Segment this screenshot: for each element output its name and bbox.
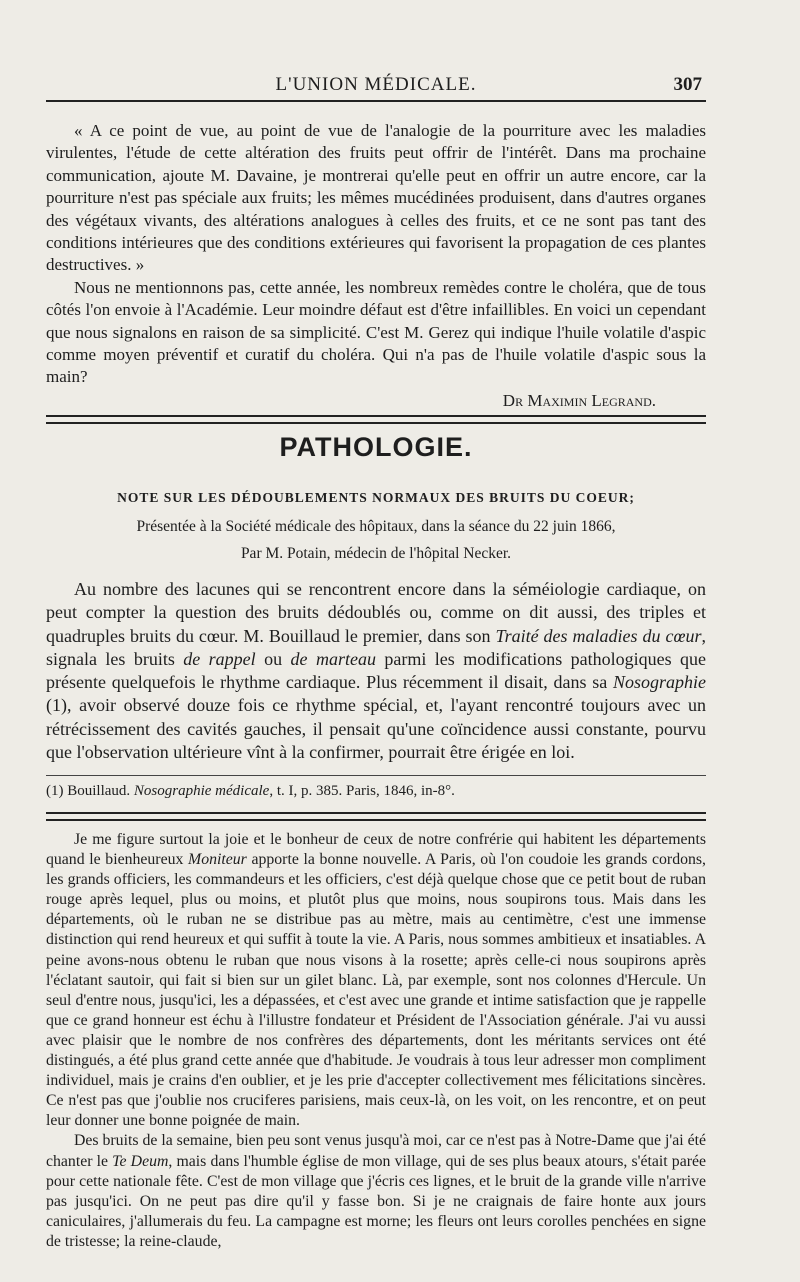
feuilleton-paragraph <box>46 1131 706 1252</box>
feuilleton-paragraph <box>46 830 706 1131</box>
italic-title: Nosographie médicale <box>133 783 270 799</box>
text-run: (1), avoir observé douze fois ce rhythme spécial, et, l'ayant rencontré toujours avec un rétrécissement des cavités gauches, il pensait qu'une coïncidence aussi constante, pourvu que l'observation ultérieure vînt à la confirmer, pourrait être érigée en loi. <box>46 695 706 763</box>
text-run: (1) Bouillaud. <box>46 783 134 799</box>
italic-title: Moniteur <box>188 851 247 869</box>
text-run: Des bruits de la semaine, bien peu sont venus jusqu'à moi, car ce n'est pas à Notre-Dame que j'ai été chanter le <box>46 1132 706 1170</box>
page-number: 307 <box>673 74 702 95</box>
feuilleton-body <box>46 830 706 1252</box>
italic-title: Nosographie <box>612 672 706 693</box>
italic-title: Traité des maladies du cœur <box>495 625 702 646</box>
article-body <box>46 578 706 764</box>
page-header <box>46 70 706 102</box>
feuilleton-separator <box>46 812 706 821</box>
quoted-section <box>46 120 706 412</box>
text-run: ou <box>255 648 291 669</box>
italic-term: de rappel <box>183 648 256 669</box>
text-run: Au nombre des lacunes qui se rencontrent encore dans la séméiologie cardiaque, on peut compter la question des bruits dédoublés ou, comme on dit aussi, des triples et quadruples bruits du cœur. M. Bouillaud le premier, dans son <box>46 579 706 646</box>
section-separator <box>46 415 706 424</box>
article-author: Par M. Potain, médecin de l'hôpital Necker. <box>240 545 512 562</box>
text-run: , signala les bruits <box>46 625 706 669</box>
text-run: , mais dans l'humble église de mon village, qui de ses plus beaux atours, s'était parée pour cette nationale fête. C'est de mon village que j'écris ces lignes, et le bruit de la grande ville n'arrive pas jusqu'ici. On ne peut pas dire qu'il y fasse bon. Si je ne craignais de faire honte aux jours caniculaires, j'allumerais du feu. La campagne est morne; les fleurs ont leurs corolles penchées en signe de tristesse; la reine-claude, <box>46 1152 706 1250</box>
footnote <box>46 783 706 800</box>
text-run: parmi les modifications pathologiques que présente quelquefois le rhythme cardiaque. Plus récemment il disait, dans sa <box>46 648 707 693</box>
signature: Dr Maximin Legrand. <box>502 390 656 410</box>
section-title: PATHOLOGIE. <box>279 432 473 462</box>
running-title: L'UNION MÉDICALE. <box>275 74 477 95</box>
footnote-rule <box>46 775 706 776</box>
text-run: , t. I, p. 385. Paris, 1846, in-8°. <box>269 783 455 799</box>
text-run: apporte la bonne nouvelle. A Paris, où l'on coudoie les grands cordons, les grands officiers, les commandeurs et les officiers, c'est déjà quelque chose que ce petit bout de ruban rouge après lequel, plus ou moins, et plutôt plus que moins, nous soupirons tous. Mais dans les départements, où le ruban ne se distribue pas au mètre, mais au centimètre, c'est une immense distinction qui rend heureux et qui suffit à toute la vie. A Paris, nous sommes ambitieux et insatiables. A peine avons-nous obtenu le ruban que nous visons à la rosette; après celle-ci nous soupirons après l'éclatant sautoir, qui fait si bien sur un gilet blanc. Là, par exemple, sont nos colonnes d'Hercule. Un seul d'entre nous, jusqu'ici, les a dépassées, et c'est avec une grande et intime satisfaction que je rappelle que ce grand honneur est échu à l'illustre fondateur et Président de l'Association générale. J'ai vu aussi avec plaisir que le nombre de nos confrères des départements, dont les méritants services ont été distingués, a été plus grand cette année que d'habitude. Je voudrais à tous leur adresser mon compliment individuel, mais je crains d'en oublier, et je les prie d'accepter collectivement mes félicitations sincères. Ce n'est pas que j'oublie nos cruciferes parisiens, mais ceux-là, on les voit, on les rencontre, et on peut leur donner une bonne poignée de main. <box>46 851 706 1130</box>
text-run: Je me figure surtout la joie et le bonheur de ceux de notre confrérie qui habitent les départements quand le bienheureux <box>46 831 706 869</box>
italic-title: Te Deum <box>112 1152 169 1170</box>
remedies-paragraph: Nous ne mentionnons pas, cette année, les nombreux remèdes contre le choléra, que de tous côtés l'on envoie à l'Académie. Leur moindre défaut est d'être infaillibles. En voici un cependant que nous signalons en raison de sa simplicité. C'est M. Gerez qui indique l'huile volatile d'aspic comme moyen préventif et curatif du choléra. Qui n'a pas de l'huile volatile d'aspic sous la main? <box>46 277 706 387</box>
italic-term: de marteau <box>290 648 376 669</box>
article-paragraph <box>46 578 706 764</box>
article-title: NOTE SUR LES DÉDOUBLEMENTS NORMAUX DES BRUITS DU COEUR; <box>117 490 635 505</box>
quote-paragraph: « A ce point de vue, au point de vue de l'analogie de la pourriture avec les maladies virulentes, l'étude de cette altération des fruits peut offrir de l'intérêt. Dans ma prochaine communication, ajoute M. Davaine, je montrerai qu'elle peut en offrir un autre encore, car la pourriture n'est pas spéciale aux fruits; les mêmes mucédinées produisent, dans d'autres organes des végétaux vivants, des altérations analogues à celles des fruits, et ce ne sont pas tant des conditions intérieures que des conditions extérieures qui favorisent la propagation de ces plantes destructives. » <box>46 121 706 275</box>
article-subtitle: Présentée à la Société médicale des hôpitaux, dans la séance du 22 juin 1866, <box>136 518 616 535</box>
